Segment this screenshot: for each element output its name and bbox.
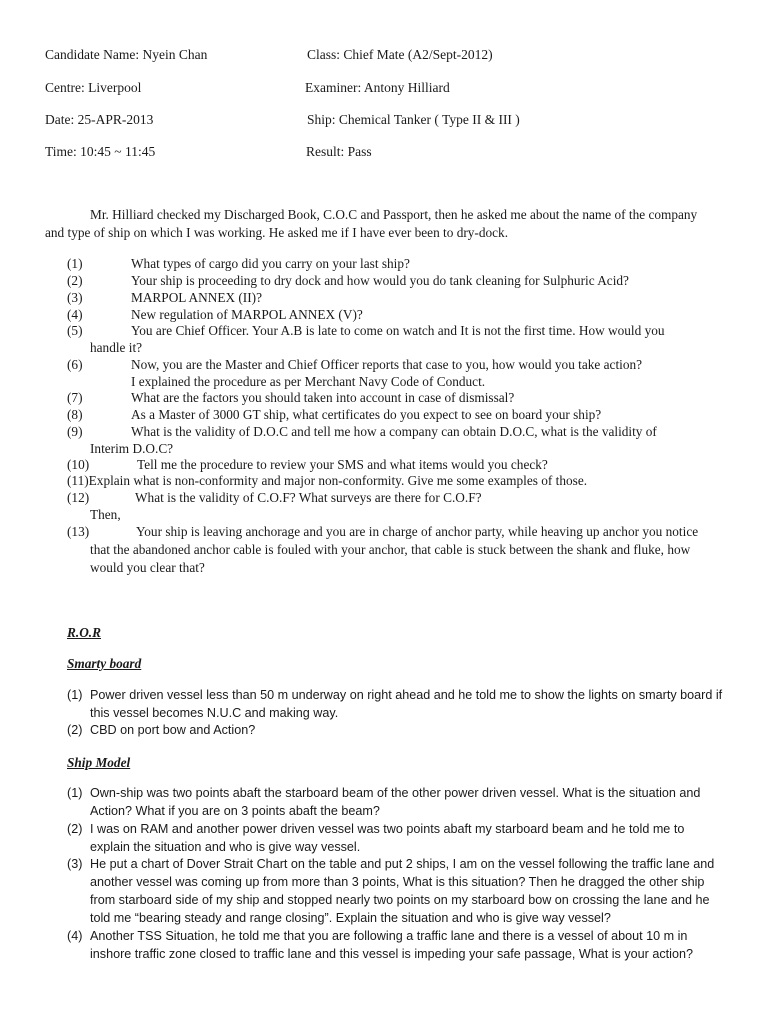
list-number: (4) <box>67 929 83 943</box>
exam-result: Result: Pass <box>306 144 372 159</box>
question-text: Explain what is non-conformity and major non-conformity. Give me some examples of those. <box>88 473 588 488</box>
answer-note: I explained the procedure as per Merchant Navy Code of Conduct. <box>131 374 486 389</box>
list-item-line: this vessel becomes N.U.C and making way. <box>90 706 339 720</box>
question-continuation: handle it? <box>90 340 143 355</box>
question-number: (2) <box>67 273 83 288</box>
list-number: (1) <box>67 688 83 702</box>
list-number: (2) <box>67 822 83 836</box>
ship-type: Ship: Chemical Tanker ( Type II & III ) <box>307 112 520 127</box>
question-number: (7) <box>67 390 83 405</box>
question-text: What types of cargo did you carry on your last ship? <box>131 256 410 271</box>
question-text: Your ship is leaving anchorage and you are in charge of anchor party, while heaving up anchor you notice <box>136 524 699 539</box>
question-number: (12) <box>67 490 90 505</box>
list-item-line: explain the situation and who is give way vessel. <box>90 840 361 854</box>
question-text: MARPOL ANNEX (II)? <box>131 290 262 305</box>
question-text: You are Chief Officer. Your A.B is late to come on watch and It is not the first time. How would you <box>131 323 665 338</box>
question-number: (10) <box>67 457 90 472</box>
list-item-line: told me “bearing steady and range closing”. Explain the situation and who is give way vessel? <box>90 911 611 925</box>
question-11 <box>67 472 587 489</box>
list-item-line: another vessel was coming up from more than 3 points, What is this situation? Then he dragged the other ship <box>90 875 705 889</box>
question-number: (9) <box>67 424 83 439</box>
ship-model-heading: Ship Model <box>67 755 131 770</box>
question-text: New regulation of MARPOL ANNEX (V)? <box>131 307 363 322</box>
question-continuation: that the abandoned anchor cable is fouled with your anchor, that cable is stuck between the shank and fluke, how <box>90 542 691 557</box>
examiner-name: Examiner: Antony Hilliard <box>305 80 450 95</box>
intro-line-1: Mr. Hilliard checked my Discharged Book, C.O.C and Passport, then he asked me about the name of the company <box>90 207 698 222</box>
ror-heading: R.O.R <box>67 625 101 640</box>
question-number: (13) <box>67 524 90 539</box>
question-text: What are the factors you should taken into account in case of dismissal? <box>131 390 515 405</box>
question-text: What is the validity of D.O.C and tell me how a company can obtain D.O.C, what is the validity of <box>131 424 657 439</box>
list-item-line: He put a chart of Dover Strait Chart on the table and put 2 ships, I am on the vessel following the traffic lane and <box>90 857 715 871</box>
list-item-line: I was on RAM and another power driven vessel was two points abaft my starboard beam and he told me to <box>90 822 685 836</box>
candidate-name: Candidate Name: Nyein Chan <box>45 47 208 62</box>
question-continuation: Interim D.O.C? <box>90 441 174 456</box>
exam-date: Date: 25-APR-2013 <box>45 112 154 127</box>
transition-text: Then, <box>90 507 121 522</box>
list-item-line: CBD on port bow and Action? <box>90 723 256 737</box>
question-text: Now, you are the Master and Chief Officer reports that case to you, how would you take action? <box>131 357 643 372</box>
question-number: (4) <box>67 307 83 322</box>
question-continuation: would you clear that? <box>90 560 205 575</box>
list-item-line: inshore traffic zone closed to traffic lane and this vessel is impeding your safe passage, What is your action? <box>90 947 693 961</box>
list-number: (1) <box>67 786 83 800</box>
question-text: What is the validity of C.O.F? What surveys are there for C.O.F? <box>135 490 482 505</box>
question-number: (8) <box>67 407 83 422</box>
list-item-line: Own-ship was two points abaft the starboard beam of the other power driven vessel. What is the situation and <box>90 786 701 800</box>
list-item-line: Power driven vessel less than 50 m underway on right ahead and he told me to show the lights on smarty board if <box>90 688 723 702</box>
list-item-line: Another TSS Situation, he told me that you are following a traffic lane and there is a vessel of about 10 m in <box>90 929 688 943</box>
question-text: Tell me the procedure to review your SMS and what items would you check? <box>137 457 548 472</box>
exam-time: Time: 10:45 ~ 11:45 <box>45 144 156 159</box>
question-number: (11) <box>67 473 89 488</box>
list-number: (3) <box>67 857 83 871</box>
smarty-board-heading: Smarty board <box>67 656 142 671</box>
list-number: (2) <box>67 723 83 737</box>
question-number: (6) <box>67 357 83 372</box>
question-number: (5) <box>67 323 83 338</box>
question-text: Your ship is proceeding to dry dock and how would you do tank cleaning for Sulphuric Acid? <box>131 273 629 288</box>
question-number: (3) <box>67 290 83 305</box>
list-item-line: Action? What if you are on 3 points abaft the beam? <box>90 804 380 818</box>
list-item-line: from starboard side of my ship and stopped nearly two points on my starboard bow on crossing the lane and he <box>90 893 710 907</box>
intro-line-2: and type of ship on which I was working. He asked me if I have ever been to dry-dock. <box>45 225 509 240</box>
question-number: (1) <box>67 256 83 271</box>
question-text: As a Master of 3000 GT ship, what certificates do you expect to see on board your ship? <box>131 407 602 422</box>
exam-class: Class: Chief Mate (A2/Sept-2012) <box>307 47 493 62</box>
exam-centre: Centre: Liverpool <box>45 80 142 95</box>
